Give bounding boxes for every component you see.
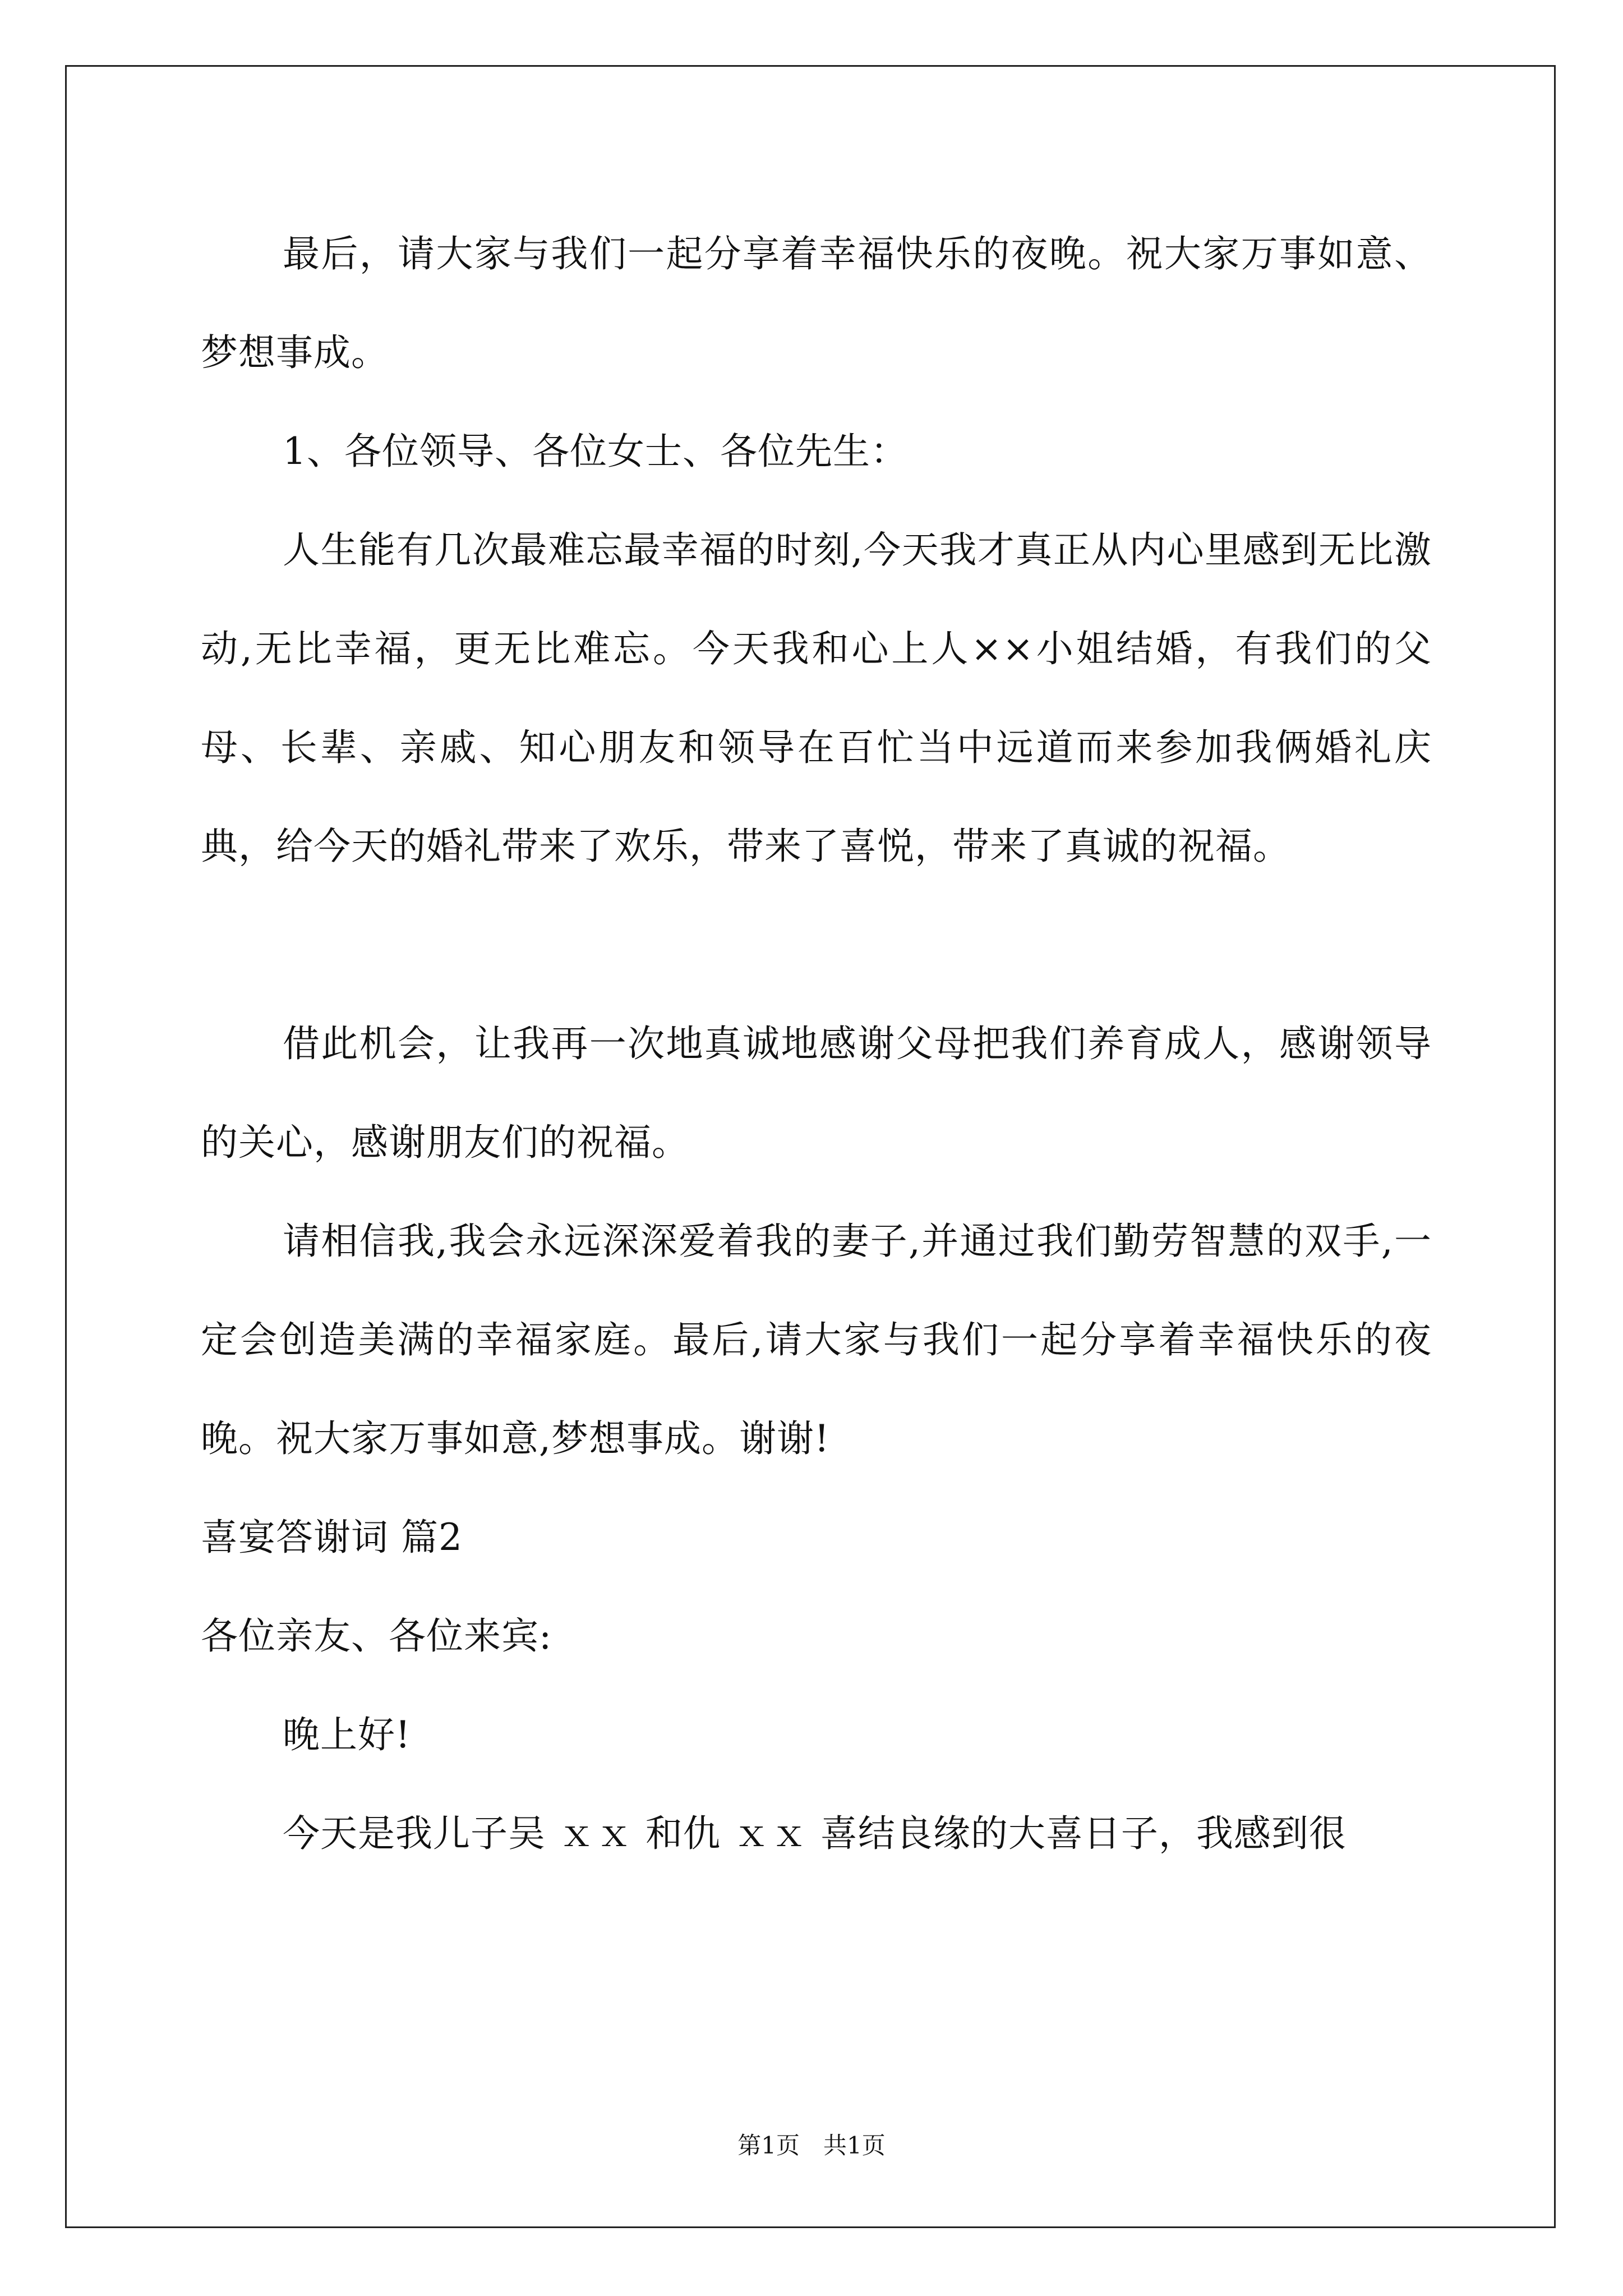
paragraph-greeting: 晚上好!: [283, 1713, 411, 1756]
paragraph-promise: 请相信我,我会永远深深爱着我的妻子,并通过我们勤劳智慧的双手,一定会创造美满的幸福家庭。最后,请大家与我们一起分享着幸福快乐的夜晚。祝大家万事如意,梦想事成。谢谢!: [201, 1220, 1432, 1460]
paragraph-wedding-day: 今天是我儿子吴 ｘｘ 和仇 ｘｘ 喜结良缘的大喜日子，我感到很: [283, 1812, 1347, 1855]
paragraph-gratitude: 借此机会，让我再一次地真诚地感谢父母把我们养育成人，感谢领导的关心，感谢朋友们的祝福。: [201, 1022, 1432, 1164]
section-heading: 喜宴答谢词 篇2: [201, 1516, 463, 1559]
paragraph-wedding-thanks: 人生能有几次最难忘最幸福的时刻,今天我才真正从内心里感到无比激动,无比幸福，更无比难忘。今天我和心上人××小姐结婚，有我们的父母、长辈、亲戚、知心朋友和领导在百忙当中远道而来参加我俩婚礼庆典，给今天的婚礼带来了欢乐，带来了喜悦，带来了真诚的祝福。: [201, 528, 1432, 868]
paragraph-guests-salutation: 各位亲友、各位来宾:: [201, 1614, 552, 1658]
paragraph-closing-wishes: 最后，请大家与我们一起分享着幸福快乐的夜晚。祝大家万事如意、梦想事成。: [201, 232, 1432, 374]
page-number-footer: 第1页 共1页: [737, 2132, 886, 2159]
paragraph-salutation: 1、各位领导、各位女士、各位先生：: [283, 430, 908, 473]
